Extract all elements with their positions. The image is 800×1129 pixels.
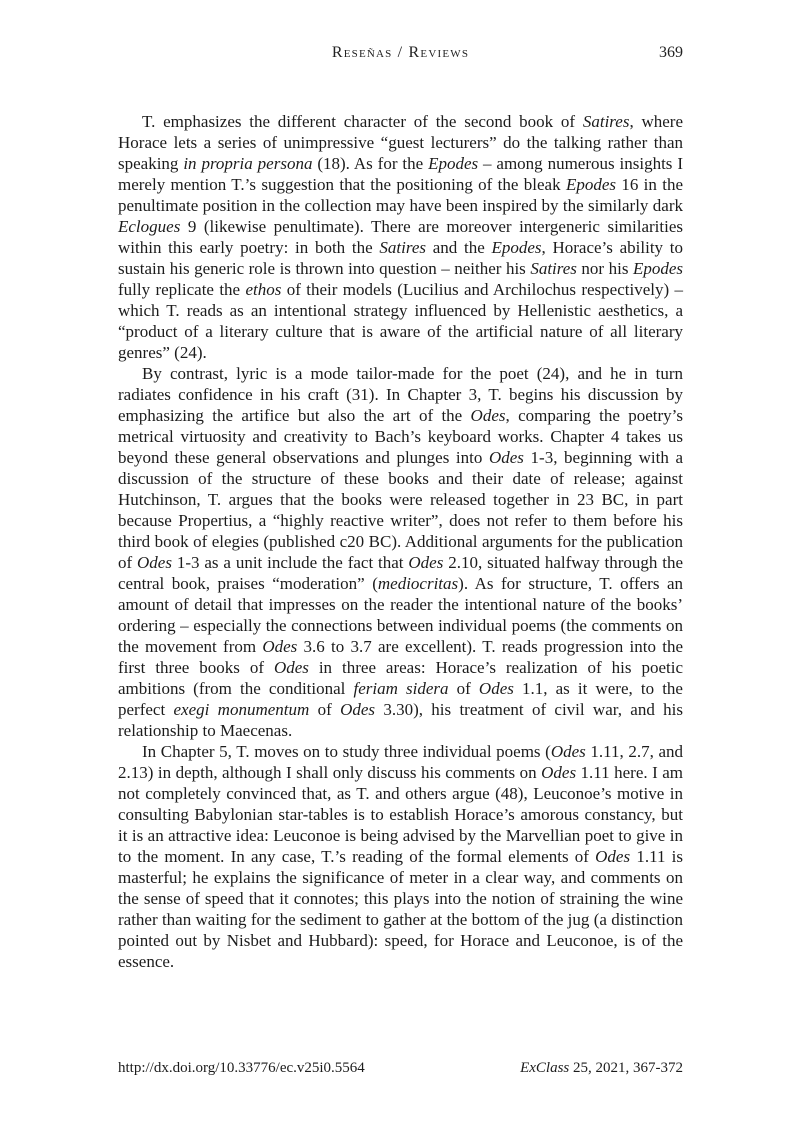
text-run: ). As for structure, T. offers an amount of detail that impresses on the reader the intentional nature of the books’ ordering – especially the connections between individual poems (the comments on the movement from: [118, 574, 683, 656]
italic-text-run: Odes: [340, 700, 376, 719]
italic-text-run: Odes: [550, 742, 586, 761]
italic-text-run: Satires: [582, 112, 630, 131]
text-run: nor his: [576, 259, 633, 278]
italic-text-run: Odes: [541, 763, 577, 782]
text-run: 9 (likewise penultimate). There are moreover intergeneric similarities within this early poetry: in both the: [118, 217, 683, 257]
running-head: Reseñas / Reviews: [331, 44, 470, 61]
text-run: in three areas: Horace’s realization of his poetic ambitions (from the conditional: [118, 658, 683, 698]
italic-text-run: Odes: [262, 637, 298, 656]
text-run: 25, 2021, 367-372: [569, 1060, 683, 1076]
paragraph: [118, 363, 683, 741]
text-run: and the: [425, 238, 492, 257]
italic-text-run: feriam sidera: [353, 679, 449, 698]
text-run: In Chapter 5, T. moves on to study three individual poems (: [142, 742, 551, 761]
text-run: 1.1, as it were, to the perfect: [118, 679, 683, 719]
italic-text-run: Epodes: [565, 175, 616, 194]
italic-text-run: Odes: [488, 448, 524, 467]
italic-text-run: Odes: [478, 679, 514, 698]
italic-text-run: exegi monumentum: [173, 700, 310, 719]
italic-text-run: Satires: [379, 238, 426, 257]
text-run: 16 in the penultimate position in the collection may have been inspired by the similarly dark: [118, 175, 683, 215]
italic-text-run: Epodes: [632, 259, 684, 278]
text-run: 3.30), his treatment of civil war, and his relationship to Maecenas.: [118, 700, 683, 740]
page-number: 369: [659, 44, 683, 61]
italic-text-run: Odes: [137, 553, 172, 572]
doi-link[interactable]: http://dx.doi.org/10.33776/ec.v25i0.5564: [118, 1060, 365, 1076]
text-run: 2.10, situated halfway through the central book, praises “moderation” (: [118, 553, 683, 593]
text-run: 1-3 as a unit include the fact that: [171, 553, 409, 572]
paragraph: [118, 111, 683, 363]
page-footer: [118, 1060, 683, 1077]
text-run: of: [309, 700, 341, 719]
italic-text-run: Odes: [470, 406, 506, 425]
italic-text-run: ExClass: [520, 1060, 570, 1076]
italic-text-run: Satires: [530, 259, 577, 278]
text-run: 3.6 to 3.7 are excellent). T. reads progression into the first three books of: [118, 637, 683, 677]
italic-text-run: Odes: [408, 553, 444, 572]
italic-text-run: Odes: [595, 847, 631, 866]
italic-text-run: Epodes: [491, 238, 542, 257]
italic-text-run: in propria persona: [183, 154, 313, 173]
text-run: 1.11 is masterful; he explains the significance of meter in a clear way, and comments on the sense of speed that it connotes; this plays into the notion of straining the wine rather than waiting for the sediment to gather at the bottom of the jug (a distinction pointed out by Nisbet and Hubbard): speed, for Horace and Leuconoe, is of the essence.: [118, 847, 683, 971]
text-run: of their models (Lucilius and Archilochus respectively) – which T. reads as an intentional strategy influenced by Hellenistic aesthetics, a “product of a literary culture that is aware of the artificial nature of all literary genres” (24).: [118, 280, 683, 362]
text-run: , Horace’s ability to sustain his generic role is thrown into question – neither his: [118, 238, 683, 278]
journal-citation: [520, 1060, 683, 1077]
paragraph: [118, 741, 683, 972]
italic-text-run: Epodes: [428, 154, 479, 173]
text-run: – among numerous insights I merely mention T.’s suggestion that the positioning of the bleak: [118, 154, 683, 194]
text-run: , comparing the poetry’s metrical virtuosity and creativity to Bach’s keyboard works. Chapter 4 takes us beyond these general observations and plunges into: [118, 406, 683, 467]
text-run: 1.11, 2.7, and 2.13) in depth, although I shall only discuss his comments on: [118, 742, 683, 782]
text-run: 1.11 here. I am not completely convinced that, as T. and others argue (48), Leuconoe’s motive in consulting Babylonian star-tables is to establish Horace’s amorous constancy, but it is an attractive idea: Leuconoe is being advised by the Marvellian poet to give in to the moment. In any case, T.’s reading of the formal elements of: [118, 763, 683, 866]
text-run: By contrast, lyric is a mode tailor-made for the poet (24), and he in turn radiates confidence in his craft (31). In Chapter 3, T. begins his discussion by emphasizing the artifice but also the art of the: [118, 364, 683, 425]
text-run: 1-3, beginning with a discussion of the structure of these books and their date of release; against Hutchinson, T. argues that the books were released together in 23 BC, in part because Propertius, a “highly reactive writer”, does not refer to them before his third book of elegies (published c20 BC). Additional arguments for the publication of: [118, 448, 683, 572]
text-run: , where Horace lets a series of unimpressive “guest lecturers” do the talking rather than speaking: [118, 112, 683, 173]
italic-text-run: ethos: [245, 280, 282, 299]
italic-text-run: Eclogues: [118, 217, 181, 236]
review-body: [118, 111, 683, 972]
text-run: T. emphasizes the different character of the second book of: [142, 112, 583, 131]
text-run: (18). As for the: [312, 154, 429, 173]
text-run: fully replicate the: [118, 280, 246, 299]
text-run: of: [448, 679, 479, 698]
page-header: [118, 44, 683, 66]
italic-text-run: Odes: [273, 658, 309, 677]
italic-text-run: mediocritas: [377, 574, 459, 593]
